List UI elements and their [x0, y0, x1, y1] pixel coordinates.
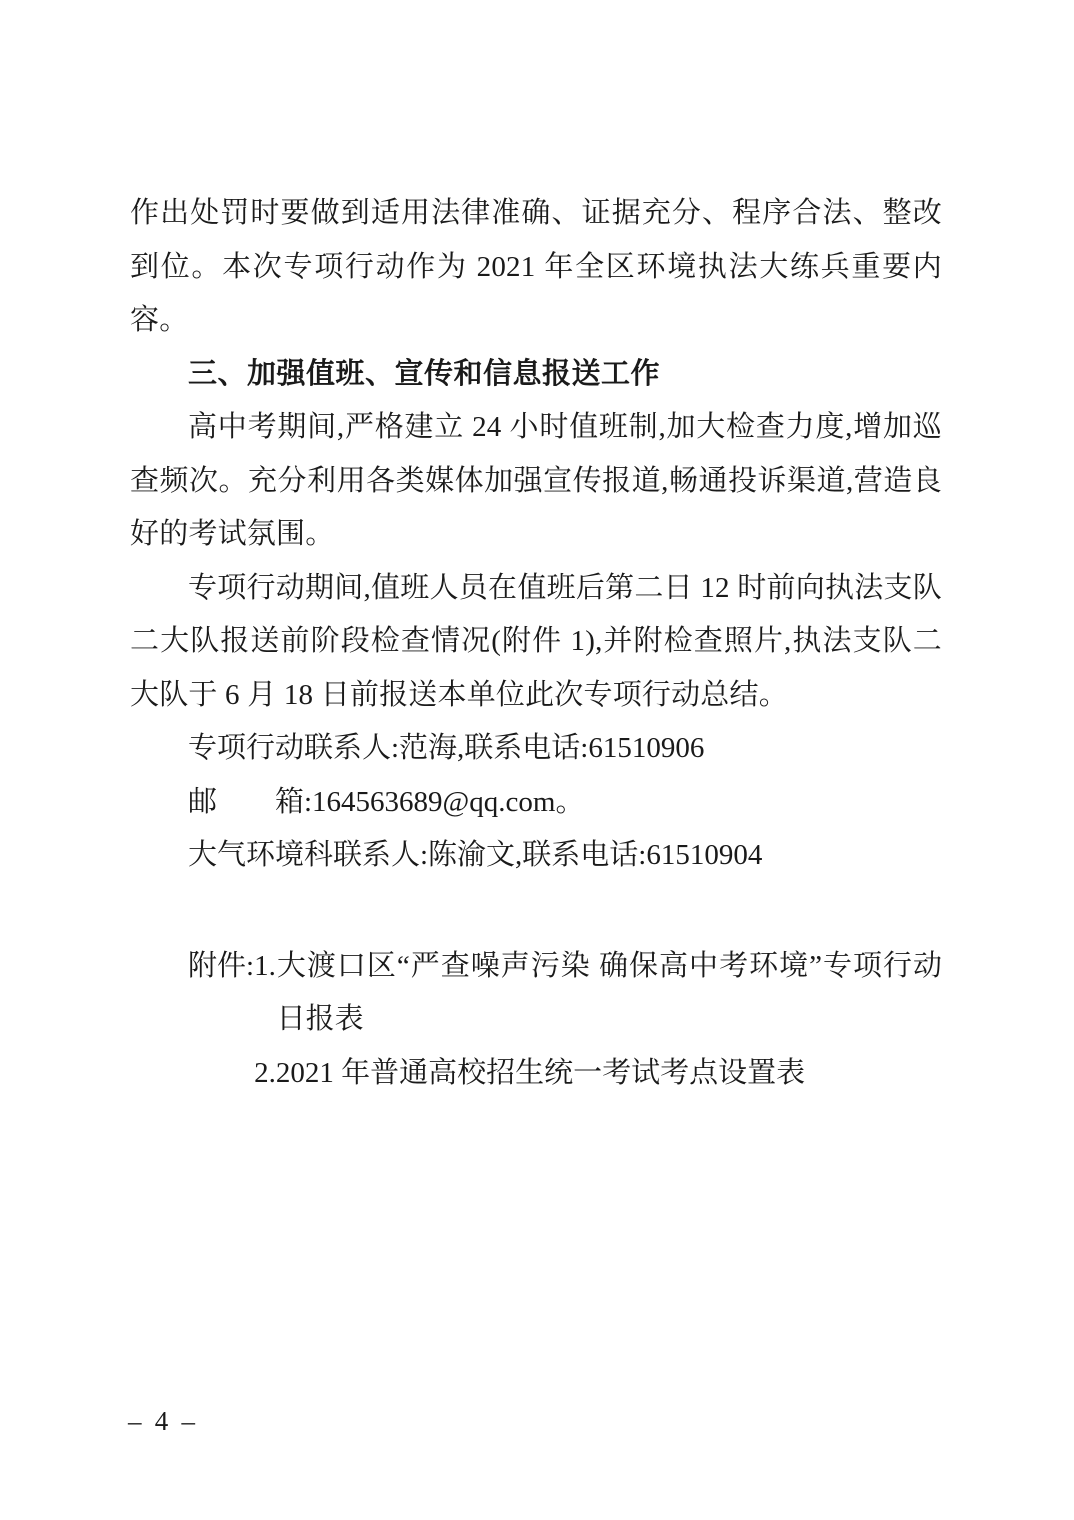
paragraph-penalty-continuation: 作出处罚时要做到适用法律准确、证据充分、程序合法、整改到位。本次专项行动作为 2021 年全区环境执法大练兵重要内容。 — [130, 197, 942, 336]
section-heading-three: 三、加强值班、宣传和信息报送工作 — [188, 357, 661, 390]
attachments-list — [254, 940, 942, 1101]
paragraph-reporting-requirements: 专项行动期间,值班人员在值班后第二日 12 时前向执法支队二大队报送前阶段检查情况(附件 1),并附检查照片,执法支队二大队于 6 月 18 日前报送本单位此次专项行动总结。 — [130, 571, 942, 711]
attachment-item-2-text: 2021 年普通高校招生统一考试考点设置表 — [275, 1056, 806, 1089]
attachments-label: 附件: — [188, 949, 255, 982]
attachment-item-1-text: 大渡口区“严查噪声污染 确保高中考环境”专项行动日报表 — [275, 949, 942, 1035]
attachment-item-2 — [254, 1047, 942, 1101]
attachments-block — [188, 940, 942, 1101]
attachment-item-2-marker: 2. — [254, 1056, 276, 1089]
contact-line-special-action: 专项行动联系人:范海,联系电话:61510906 — [188, 732, 705, 764]
document-body — [130, 187, 942, 1100]
page-number: – 4 – — [128, 1406, 199, 1436]
contact-line-air-environment: 大气环境科联系人:陈渝文,联系电话:61510904 — [188, 839, 763, 871]
paragraph-duty-shift: 高中考期间,严格建立 24 小时值班制,加大检查力度,增加巡查频次。充分利用各类媒体加强宣传报道,畅通投诉渠道,营造良好的考试氛围。 — [130, 411, 942, 550]
attachment-item-1-marker: 1. — [254, 949, 276, 982]
attachment-item-1 — [254, 940, 942, 1047]
contact-line-email: 邮 箱:164563689@qq.com。 — [188, 785, 585, 818]
